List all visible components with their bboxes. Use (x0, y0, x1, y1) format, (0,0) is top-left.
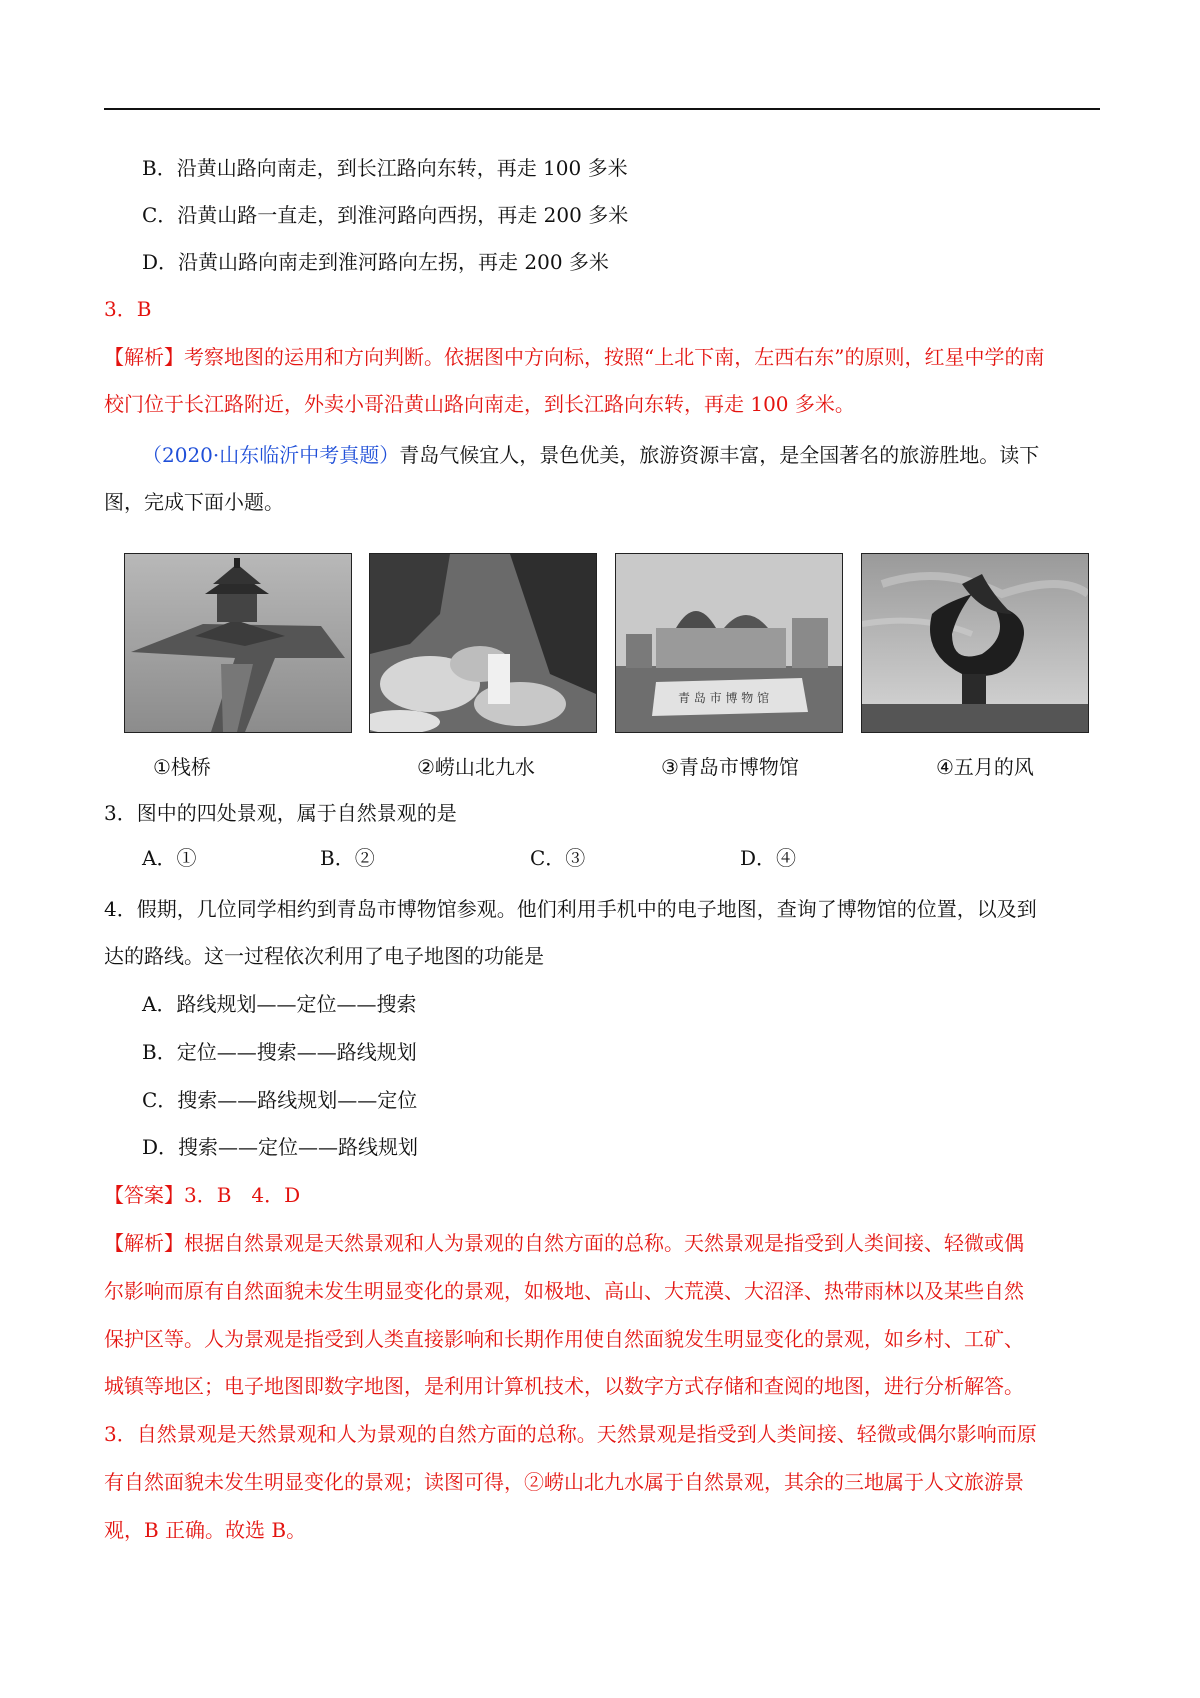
sculpture-photo (861, 553, 1089, 733)
analysis-q3-line3: 观，B 正确。故选 B。 (104, 1518, 307, 1542)
q4-option-a: A．路线规划——定位——搜索 (142, 992, 417, 1016)
analysis-prev-tag: 【解析】 (104, 345, 184, 369)
q3-option-d: D．④ (740, 846, 797, 870)
header-rule (104, 108, 1100, 110)
intro-text: 青岛气候宜人，景色优美，旅游资源丰富，是全国著名的旅游胜地。读下 (399, 443, 1040, 467)
q4-option-b: B．定位——搜索——路线规划 (142, 1040, 417, 1064)
museum-photo (615, 553, 843, 733)
analysis-line4: 城镇等地区；电子地图即数字地图，是利用计算机技术，以数字方式存储和查阅的地图，进行分析解答。 (104, 1374, 1024, 1398)
analysis-prev-text1: 考察地图的运用和方向判断。依据图中方向标，按照“上北下南，左西右东”的原则，红星中学的南 (184, 345, 1045, 369)
q3-stem: 3．图中的四处景观，属于自然景观的是 (104, 801, 457, 825)
answer-tag: 【答案】 (104, 1183, 184, 1207)
option-c-prev: C．沿黄山路一直走，到淮河路向西拐，再走 200 多米 (142, 203, 629, 227)
figure-caption-2: ②崂山北九水 (417, 755, 535, 779)
answer-text: 3．B 4．D (184, 1183, 301, 1207)
analysis-line3: 保护区等。人为景观是指受到人类直接影响和长期作用使自然面貌发生明显变化的景观，如乡村、工矿、 (104, 1327, 1024, 1351)
q4-stem-line2: 达的路线。这一过程依次利用了电子地图的功能是 (104, 944, 544, 968)
analysis-line2: 尔影响而原有自然面貌未发生明显变化的景观，如极地、高山、大荒漠、大沼泽、热带雨林以及某些自然 (104, 1279, 1024, 1303)
intro-line2: 图，完成下面小题。 (104, 490, 284, 514)
svg-text:青 岛 市 博 物 馆: 青 岛 市 博 物 馆 (678, 691, 770, 705)
analysis-q3-line1: 3．自然景观是天然景观和人为景观的自然方面的总称。天然景观是指受到人类间接、轻微或偶尔影响而原 (104, 1422, 1037, 1446)
question-source: （2020·山东临沂中考真题） (142, 443, 400, 467)
figure-caption-1: ①栈桥 (153, 755, 211, 779)
waterfall-photo (369, 553, 597, 733)
pier-photo (124, 553, 352, 733)
analysis-text1: 根据自然景观是天然景观和人为景观的自然方面的总称。天然景观是指受到人类间接、轻微或偶 (184, 1231, 1024, 1255)
answer-prev-label: 3．B (104, 297, 152, 321)
q3-option-c: C．③ (530, 846, 586, 870)
q4-option-c: C．搜索——路线规划——定位 (142, 1088, 418, 1112)
analysis-q3-line2: 有自然面貌未发生明显变化的景观；读图可得，②崂山北九水属于自然景观，其余的三地属于人文旅游景 (104, 1470, 1024, 1494)
analysis-prev-line2: 校门位于长江路附近，外卖小哥沿黄山路向南走，到长江路向东转，再走 100 多米。 (104, 392, 855, 416)
q3-option-a: A．① (142, 846, 197, 870)
figure-caption-4: ④五月的风 (936, 755, 1034, 779)
option-b-prev: B．沿黄山路向南走，到长江路向东转，再走 100 多米 (142, 156, 628, 180)
answer-line (104, 1181, 300, 1209)
analysis-tag: 【解析】 (104, 1231, 184, 1255)
option-d-prev: D．沿黄山路向南走到淮河路向左拐，再走 200 多米 (142, 250, 609, 274)
figure-caption-3: ③青岛市博物馆 (661, 755, 799, 779)
q4-stem-line1: 4．假期，几位同学相约到青岛市博物馆参观。他们利用手机中的电子地图，查询了博物馆的位置，以及到 (104, 897, 1037, 921)
analysis-prev-line1 (104, 343, 1044, 371)
q4-option-d: D．搜索——定位——路线规划 (142, 1135, 419, 1159)
intro-line1 (142, 441, 1039, 469)
analysis-line1 (104, 1229, 1024, 1257)
q3-option-b: B．② (320, 846, 375, 870)
